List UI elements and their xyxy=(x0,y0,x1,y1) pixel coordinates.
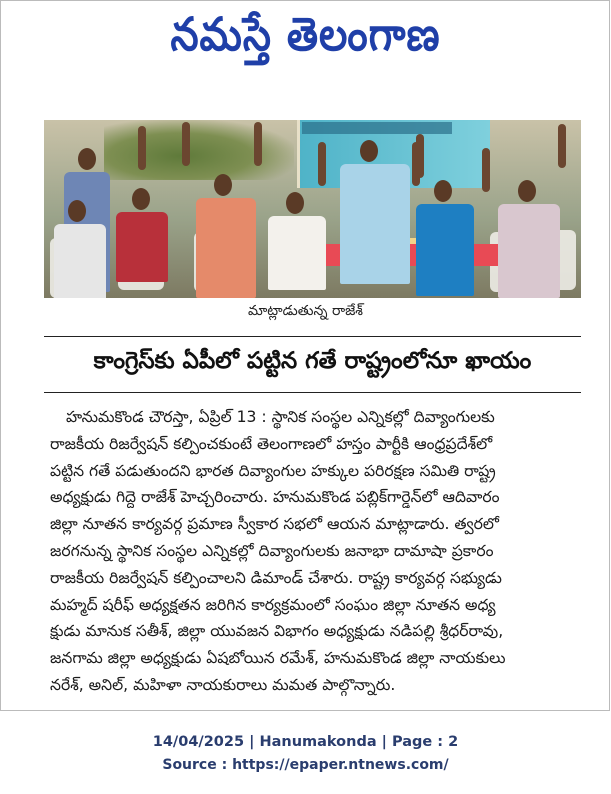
article-line: జరగనున్న స్థానిక సంస్థల ఎన్నికల్లో దివ్యాంగులకు జనాభా దామాషా ప్రకారం xyxy=(50,541,494,560)
article-line: రాజకీయ రిజర్వేషన్ కల్పించకుంటే తెలంగాణలో హస్తం పార్టీకి ఆంధ్రప్రదేశ్‌లో xyxy=(50,434,493,453)
masthead-title: నమస్తే తెలంగాణ xyxy=(170,8,441,62)
headline-top-rule xyxy=(44,336,581,337)
headline: కాంగ్రెస్‌కు ఏపీలో పట్టిన గతే రాష్ట్రంలోనూ ఖాయం xyxy=(93,348,532,374)
news-photo xyxy=(44,120,581,298)
article-line: జనగామ జిల్లా అధ్యక్షుడు ఏషబోయిన రమేశ్, హనుమకొండ జిల్లా నాయకులు xyxy=(50,649,506,668)
article-line: నరేశ్, అనిల్, మహిళా నాయకురాలు మమత పాల్గొన్నారు. xyxy=(50,675,396,694)
article-line: మహ్మద్ షరీఫ్ అధ్యక్షతన జరిగిన కార్యక్రమంలో సంఘం జిల్లా నూతన అధ్య xyxy=(50,595,496,614)
article-line: అధ్యక్షుడు గిద్దె రాజేశ్ హెచ్చరించారు. హనుమకొండ పబ్లిక్‌గార్డెన్‌లో ఆదివారం xyxy=(50,488,500,507)
article-line: పట్టిన గతే పడుతుందని భారత దివ్యాంగుల హక్కుల పరిరక్షణ సమితి రాష్ట్ర xyxy=(50,461,496,480)
article-line: క్షుడు మానుక సతీశ్, జిల్లా యువజన విభాగం అధ్యక్షుడు నడిపల్లి శ్రీధర్‌రావు, xyxy=(50,622,504,641)
photo-banner-strip xyxy=(302,122,452,134)
article-line: హనుమకొండ చౌరస్తా, ఏప్రిల్ 13 : స్థానిక సంస్థల ఎన్నికల్లో దివ్యాంగులకు xyxy=(66,408,495,426)
photo-caption: మాట్లాడుతున్న రాజేశ్ xyxy=(247,303,364,319)
article-line: జిల్లా నూతన కార్యవర్గ ప్రమాణ స్వీకార సభలో ఆయన మాట్లాడారు. త్వరలో xyxy=(50,515,499,534)
footer-dateline: 14/04/2025 | Hanumakonda | Page : 2 xyxy=(152,734,459,750)
newspaper-masthead xyxy=(0,0,611,82)
article-line: రాజకీయ రిజర్వేషన్ కల్పించాలని డిమాండ్ చేశారు. రాష్ట్ర కార్యవర్గ సభ్యుడు xyxy=(50,568,502,587)
headline-bottom-rule xyxy=(44,392,581,393)
footer-source-link[interactable]: Source : https://epaper.ntnews.com/ xyxy=(162,757,449,773)
photo-trees xyxy=(104,120,294,180)
article-body xyxy=(50,404,577,699)
